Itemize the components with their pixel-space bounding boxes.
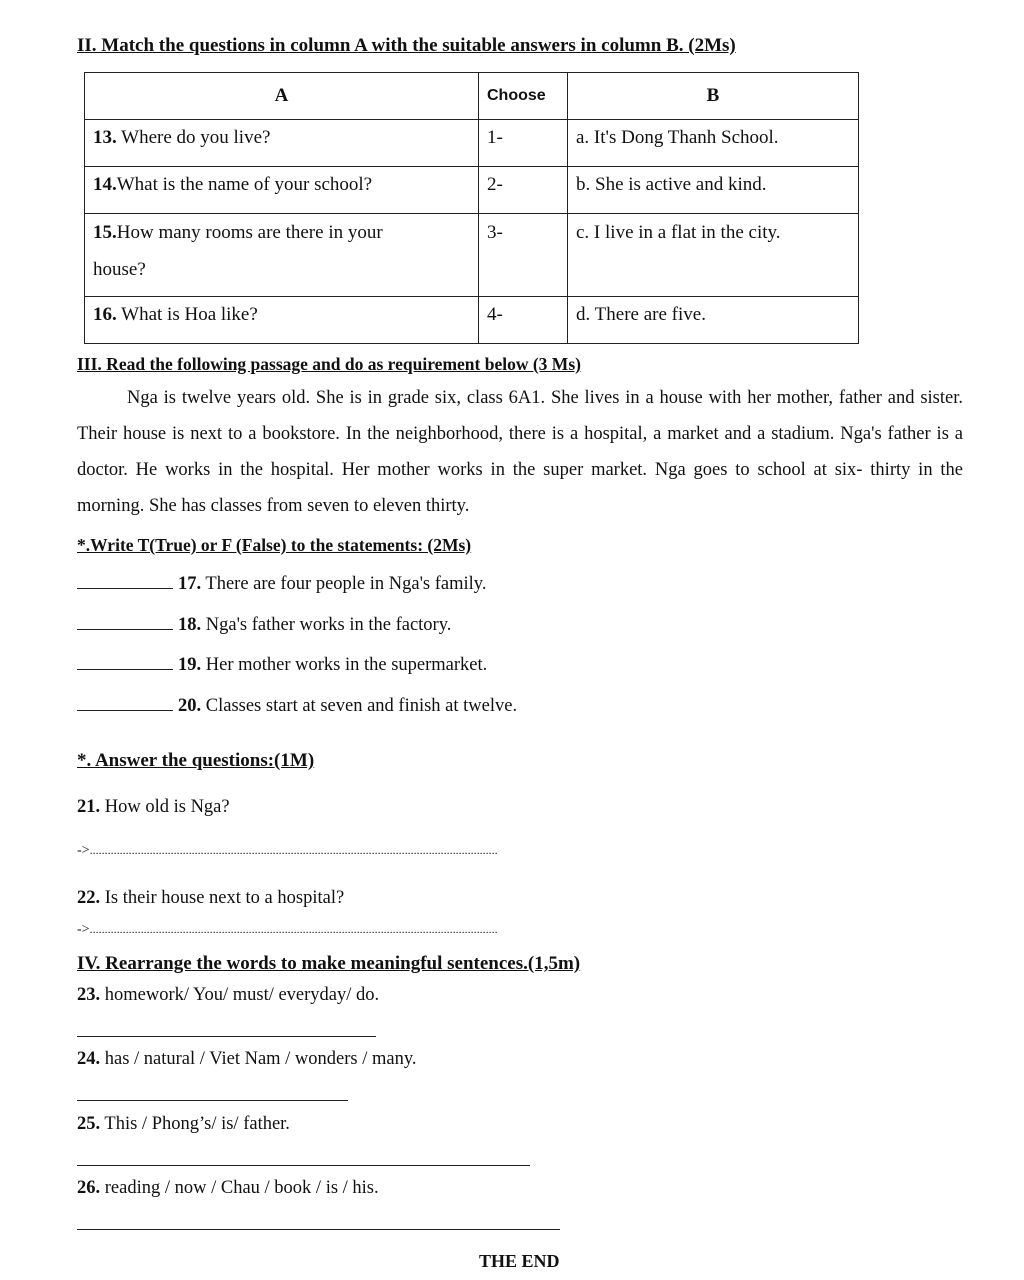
choose-cell[interactable]: 3-	[479, 214, 568, 297]
statement-number: 18.	[178, 615, 202, 635]
choose-cell[interactable]: 4-	[479, 297, 568, 344]
answer-prefix: ->	[77, 922, 90, 937]
statement-item	[77, 615, 451, 636]
question-number: 22.	[77, 888, 101, 908]
question-number: 21.	[77, 797, 101, 817]
answer-blank[interactable]	[77, 587, 173, 589]
item-number: 24.	[77, 1049, 101, 1069]
question-item	[77, 797, 230, 818]
statement-text: There are four people in Nga's family.	[201, 574, 487, 594]
the-end-label: THE END	[479, 1251, 560, 1271]
table-row	[85, 214, 859, 297]
matching-table	[84, 72, 859, 344]
passage-text: Nga is twelve years old. She is in grade six, class 6A1. She lives in a house with her mother, father and sister. Their house is next to a bookstore. In the neighborhood, there is a hospital, a market and a stadium. Nga's father is a doctor. He works in the hospital. Her mother works in the super market. Nga goes to school at six- thirty in the morning. She has classes from seven to eleven thirty.	[77, 388, 963, 516]
rearrange-item	[77, 1178, 379, 1199]
answer-cell: d. There are five.	[568, 297, 859, 344]
column-b-header: B	[568, 73, 859, 120]
answer-line[interactable]	[77, 1165, 530, 1166]
question-text: Is their house next to a hospital?	[100, 888, 345, 908]
question-text: How many rooms are there in your	[116, 222, 383, 243]
answer-cell: b. She is active and kind.	[568, 167, 859, 214]
rearrange-item	[77, 985, 379, 1006]
item-text: homework/ You/ must/ everyday/ do.	[100, 985, 380, 1005]
question-cell	[85, 167, 479, 214]
statement-item	[77, 574, 486, 595]
question-text: How old is Nga?	[100, 797, 230, 817]
item-number: 23.	[77, 985, 101, 1005]
dotted-line: ........................................................................................................................................	[89, 843, 498, 857]
question-text-continued: house?	[93, 259, 146, 280]
choose-cell[interactable]: 1-	[479, 120, 568, 167]
rearrange-item	[77, 1049, 417, 1070]
choose-cell[interactable]: 2-	[479, 167, 568, 214]
answer-line[interactable]	[77, 922, 498, 938]
table-row	[85, 167, 859, 214]
question-cell	[85, 297, 479, 344]
answer-prefix: ->	[77, 843, 90, 858]
question-cell	[85, 120, 479, 167]
rearrange-item	[77, 1114, 290, 1135]
section-4-heading: IV. Rearrange the words to make meaningful sentences.(1,5m)	[77, 953, 581, 974]
item-text: reading / now / Chau / book / is / his.	[100, 1178, 379, 1198]
question-cell	[85, 214, 479, 297]
statement-number: 17.	[178, 574, 202, 594]
dotted-line: ........................................................................................................................................	[89, 922, 498, 936]
answer-line[interactable]	[77, 1229, 560, 1230]
answer-line[interactable]	[77, 843, 498, 859]
table-header-row	[85, 73, 859, 120]
statement-text: Nga's father works in the factory.	[201, 615, 452, 635]
statement-item	[77, 655, 487, 676]
answer-line[interactable]	[77, 1036, 376, 1037]
item-number: 25.	[77, 1114, 101, 1134]
column-choose-header: Choose	[479, 73, 568, 120]
answer-questions-heading: *. Answer the questions:(1M)	[77, 750, 315, 771]
statement-item	[77, 696, 517, 717]
item-number: 26.	[77, 1178, 101, 1198]
item-text: has / natural / Viet Nam / wonders / many.	[100, 1049, 417, 1069]
answer-line[interactable]	[77, 1100, 348, 1101]
question-number: 15.	[93, 222, 117, 243]
statement-number: 20.	[178, 696, 202, 716]
question-item	[77, 888, 344, 909]
statement-text: Her mother works in the supermarket.	[201, 655, 488, 675]
question-text: What is Hoa like?	[116, 304, 258, 325]
answer-blank[interactable]	[77, 628, 173, 630]
table-row	[85, 297, 859, 344]
reading-passage	[77, 380, 963, 524]
answer-cell: a. It's Dong Thanh School.	[568, 120, 859, 167]
question-number: 16.	[93, 304, 117, 325]
question-text: What is the name of your school?	[116, 174, 373, 195]
table-row	[85, 120, 859, 167]
column-a-header: A	[85, 73, 479, 120]
section-2-heading: II. Match the questions in column A with the suitable answers in column B. (2Ms)	[77, 35, 736, 56]
statement-number: 19.	[178, 655, 202, 675]
question-number: 13.	[93, 127, 117, 148]
answer-blank[interactable]	[77, 709, 173, 711]
answer-blank[interactable]	[77, 668, 173, 670]
section-3-heading: III. Read the following passage and do as requirement below (3 Ms)	[77, 354, 581, 374]
true-false-heading: *.Write T(True) or F (False) to the statements: (2Ms)	[77, 535, 472, 555]
question-number: 14.	[93, 174, 117, 195]
answer-cell: c. I live in a flat in the city.	[568, 214, 859, 297]
item-text: This / Phong’s/ is/ father.	[100, 1114, 290, 1134]
statement-text: Classes start at seven and finish at twelve.	[201, 696, 518, 716]
question-text: Where do you live?	[116, 127, 271, 148]
